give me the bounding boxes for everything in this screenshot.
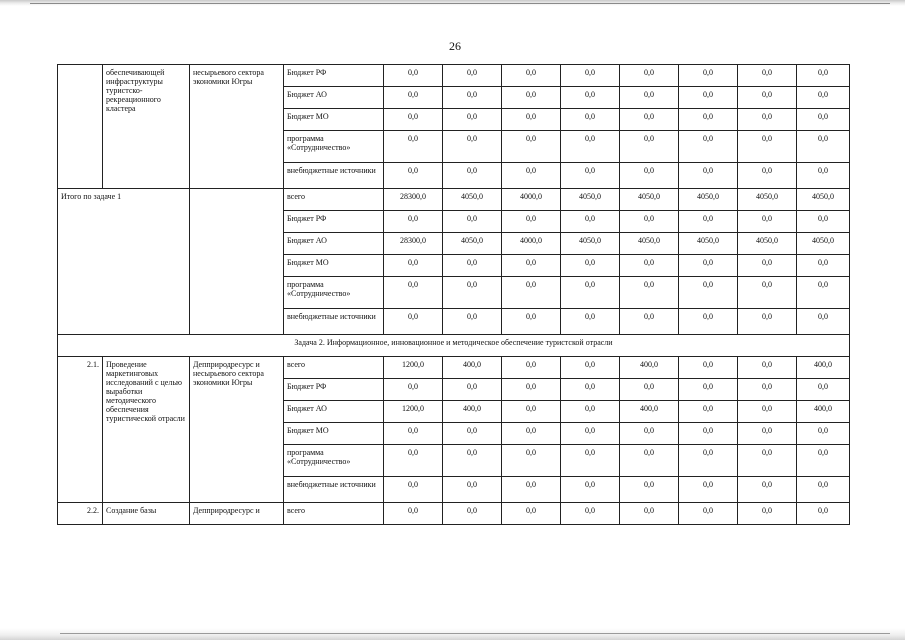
amount-cell: 0,0: [561, 131, 620, 163]
amount-cell: 0,0: [679, 477, 738, 503]
amount-cell: 0,0: [561, 211, 620, 233]
amount-cell: 0,0: [561, 401, 620, 423]
amount-cell: 0,0: [620, 163, 679, 189]
amount-cell: 0,0: [620, 423, 679, 445]
amount-cell: 0,0: [620, 65, 679, 87]
amount-cell: 0,0: [502, 109, 561, 131]
table-row: [58, 189, 850, 211]
amount-cell: 0,0: [620, 503, 679, 525]
amount-cell: 0,0: [797, 163, 850, 189]
item-number-cell: 2.1.: [58, 357, 103, 503]
amount-cell: 0,0: [561, 503, 620, 525]
amount-cell: 0,0: [561, 445, 620, 477]
amount-cell: 0,0: [620, 255, 679, 277]
funding-source-cell: внебюджетные источники: [284, 163, 384, 189]
amount-cell: 0,0: [797, 477, 850, 503]
amount-cell: 0,0: [384, 163, 443, 189]
amount-cell: 0,0: [502, 379, 561, 401]
amount-cell: 0,0: [502, 277, 561, 309]
amount-cell: 0,0: [384, 87, 443, 109]
amount-cell: 0,0: [502, 163, 561, 189]
amount-cell: 0,0: [384, 445, 443, 477]
amount-cell: 400,0: [620, 357, 679, 379]
amount-cell: 0,0: [679, 503, 738, 525]
amount-cell: 0,0: [384, 211, 443, 233]
amount-cell: 0,0: [502, 309, 561, 335]
amount-cell: 0,0: [679, 255, 738, 277]
amount-cell: 0,0: [679, 357, 738, 379]
amount-cell: 0,0: [679, 423, 738, 445]
amount-cell: 400,0: [443, 357, 502, 379]
funding-source-cell: программа «Сотрудничество»: [284, 277, 384, 309]
funding-source-cell: Бюджет АО: [284, 233, 384, 255]
executor-cell: несырьевого сектора экономики Югры: [190, 65, 284, 189]
amount-cell: 0,0: [443, 65, 502, 87]
amount-cell: 4050,0: [443, 233, 502, 255]
item-number-cell: [58, 65, 103, 189]
amount-cell: 28300,0: [384, 189, 443, 211]
amount-cell: 0,0: [679, 445, 738, 477]
amount-cell: 0,0: [679, 109, 738, 131]
funding-source-cell: Бюджет МО: [284, 423, 384, 445]
table-row: [58, 503, 850, 525]
amount-cell: 0,0: [502, 87, 561, 109]
amount-cell: 0,0: [620, 379, 679, 401]
amount-cell: 0,0: [561, 87, 620, 109]
amount-cell: 0,0: [502, 131, 561, 163]
amount-cell: 0,0: [679, 401, 738, 423]
amount-cell: 0,0: [384, 423, 443, 445]
amount-cell: 0,0: [561, 277, 620, 309]
amount-cell: 0,0: [561, 163, 620, 189]
amount-cell: 0,0: [679, 65, 738, 87]
amount-cell: 0,0: [679, 87, 738, 109]
amount-cell: 0,0: [443, 477, 502, 503]
measure-cell: Проведение маркетинговых исследований с целью выработки методического обеспечения туристической отрасли: [103, 357, 190, 503]
funding-source-cell: Бюджет РФ: [284, 65, 384, 87]
amount-cell: 0,0: [620, 477, 679, 503]
amount-cell: 0,0: [502, 423, 561, 445]
amount-cell: 4050,0: [738, 233, 797, 255]
executor-cell: Депприродресурс и несырьевого сектора экономики Югры: [190, 357, 284, 503]
amount-cell: 400,0: [443, 401, 502, 423]
amount-cell: 0,0: [738, 379, 797, 401]
amount-cell: 4050,0: [797, 233, 850, 255]
funding-source-cell: внебюджетные источники: [284, 309, 384, 335]
amount-cell: 0,0: [443, 131, 502, 163]
table-row: [58, 357, 850, 379]
amount-cell: 4000,0: [502, 233, 561, 255]
amount-cell: 0,0: [797, 109, 850, 131]
amount-cell: 400,0: [797, 357, 850, 379]
funding-source-cell: Бюджет МО: [284, 255, 384, 277]
amount-cell: 0,0: [738, 445, 797, 477]
amount-cell: 0,0: [384, 379, 443, 401]
amount-cell: 0,0: [443, 109, 502, 131]
amount-cell: 0,0: [797, 277, 850, 309]
amount-cell: 0,0: [443, 379, 502, 401]
amount-cell: 0,0: [561, 65, 620, 87]
amount-cell: 0,0: [797, 131, 850, 163]
amount-cell: 0,0: [679, 379, 738, 401]
amount-cell: 0,0: [797, 211, 850, 233]
scan-bottom-line: [60, 633, 890, 634]
amount-cell: 0,0: [384, 131, 443, 163]
amount-cell: 0,0: [679, 163, 738, 189]
amount-cell: 0,0: [738, 477, 797, 503]
amount-cell: 0,0: [738, 309, 797, 335]
amount-cell: 0,0: [443, 309, 502, 335]
amount-cell: 0,0: [679, 211, 738, 233]
amount-cell: 0,0: [738, 211, 797, 233]
amount-cell: 0,0: [384, 255, 443, 277]
measure-cell: обеспечивающей инфраструктуры туристско-рекреационного кластера: [103, 65, 190, 189]
amount-cell: 0,0: [620, 445, 679, 477]
amount-cell: 0,0: [443, 445, 502, 477]
amount-cell: 0,0: [443, 503, 502, 525]
amount-cell: 0,0: [738, 163, 797, 189]
amount-cell: 0,0: [738, 255, 797, 277]
amount-cell: 4050,0: [797, 189, 850, 211]
task-header-row: [58, 335, 850, 357]
amount-cell: 0,0: [797, 255, 850, 277]
amount-cell: 0,0: [502, 357, 561, 379]
amount-cell: 0,0: [502, 65, 561, 87]
amount-cell: 4050,0: [679, 189, 738, 211]
amount-cell: 0,0: [384, 65, 443, 87]
amount-cell: 0,0: [679, 131, 738, 163]
amount-cell: 0,0: [502, 477, 561, 503]
budget-table: [57, 64, 850, 525]
amount-cell: 400,0: [620, 401, 679, 423]
amount-cell: 0,0: [620, 309, 679, 335]
amount-cell: 4050,0: [561, 233, 620, 255]
amount-cell: 0,0: [797, 503, 850, 525]
amount-cell: 0,0: [797, 445, 850, 477]
executor-cell: [190, 189, 284, 335]
amount-cell: 0,0: [738, 109, 797, 131]
amount-cell: 0,0: [443, 255, 502, 277]
amount-cell: 0,0: [738, 401, 797, 423]
amount-cell: 0,0: [797, 65, 850, 87]
page-number: 26: [449, 39, 461, 53]
amount-cell: 0,0: [738, 503, 797, 525]
amount-cell: 0,0: [738, 87, 797, 109]
scan-bottom-edge: [0, 628, 905, 640]
amount-cell: 0,0: [502, 211, 561, 233]
amount-cell: 0,0: [738, 423, 797, 445]
amount-cell: 0,0: [561, 379, 620, 401]
amount-cell: 0,0: [620, 87, 679, 109]
amount-cell: 0,0: [561, 477, 620, 503]
amount-cell: 0,0: [443, 211, 502, 233]
amount-cell: 0,0: [443, 163, 502, 189]
amount-cell: 0,0: [561, 309, 620, 335]
funding-source-cell: Бюджет МО: [284, 109, 384, 131]
amount-cell: 400,0: [797, 401, 850, 423]
amount-cell: 0,0: [443, 423, 502, 445]
amount-cell: 4050,0: [443, 189, 502, 211]
amount-cell: 28300,0: [384, 233, 443, 255]
funding-source-cell: Бюджет АО: [284, 401, 384, 423]
amount-cell: 0,0: [738, 357, 797, 379]
amount-cell: 0,0: [384, 309, 443, 335]
amount-cell: 0,0: [384, 503, 443, 525]
amount-cell: 0,0: [797, 87, 850, 109]
amount-cell: 0,0: [384, 477, 443, 503]
amount-cell: 0,0: [502, 401, 561, 423]
amount-cell: 4000,0: [502, 189, 561, 211]
funding-source-cell: Бюджет РФ: [284, 211, 384, 233]
amount-cell: 4050,0: [738, 189, 797, 211]
amount-cell: 0,0: [738, 131, 797, 163]
amount-cell: 0,0: [679, 277, 738, 309]
amount-cell: 0,0: [620, 277, 679, 309]
funding-source-cell: всего: [284, 503, 384, 525]
scan-top-line: [30, 3, 890, 4]
item-number-cell: 2.2.: [58, 503, 103, 525]
amount-cell: 0,0: [561, 255, 620, 277]
amount-cell: 0,0: [620, 131, 679, 163]
funding-source-cell: Бюджет РФ: [284, 379, 384, 401]
amount-cell: 0,0: [561, 423, 620, 445]
amount-cell: 0,0: [502, 445, 561, 477]
amount-cell: 0,0: [620, 211, 679, 233]
amount-cell: 0,0: [561, 109, 620, 131]
table-row: [58, 65, 850, 87]
executor-cell: Депприродресурс и: [190, 503, 284, 525]
amount-cell: 0,0: [384, 109, 443, 131]
total-label-cell: Итого по задаче 1: [58, 189, 190, 335]
amount-cell: 0,0: [797, 379, 850, 401]
amount-cell: 0,0: [797, 423, 850, 445]
amount-cell: 0,0: [384, 277, 443, 309]
amount-cell: 0,0: [443, 277, 502, 309]
amount-cell: 0,0: [502, 503, 561, 525]
measure-cell: Создание базы: [103, 503, 190, 525]
funding-source-cell: программа «Сотрудничество»: [284, 445, 384, 477]
funding-source-cell: всего: [284, 189, 384, 211]
amount-cell: 1200,0: [384, 357, 443, 379]
amount-cell: 0,0: [679, 309, 738, 335]
funding-source-cell: Бюджет АО: [284, 87, 384, 109]
funding-source-cell: внебюджетные источники: [284, 477, 384, 503]
amount-cell: 4050,0: [620, 189, 679, 211]
amount-cell: 0,0: [561, 357, 620, 379]
amount-cell: 0,0: [443, 87, 502, 109]
funding-source-cell: программа «Сотрудничество»: [284, 131, 384, 163]
amount-cell: 4050,0: [561, 189, 620, 211]
amount-cell: 4050,0: [620, 233, 679, 255]
amount-cell: 1200,0: [384, 401, 443, 423]
amount-cell: 0,0: [738, 277, 797, 309]
amount-cell: 4050,0: [679, 233, 738, 255]
amount-cell: 0,0: [797, 309, 850, 335]
amount-cell: 0,0: [738, 65, 797, 87]
amount-cell: 0,0: [620, 109, 679, 131]
budget-table-body: [58, 65, 850, 525]
funding-source-cell: всего: [284, 357, 384, 379]
task2-header: Задача 2. Информационное, инновационное и методическое обеспечение туристской отрасли: [58, 335, 850, 357]
amount-cell: 0,0: [502, 255, 561, 277]
